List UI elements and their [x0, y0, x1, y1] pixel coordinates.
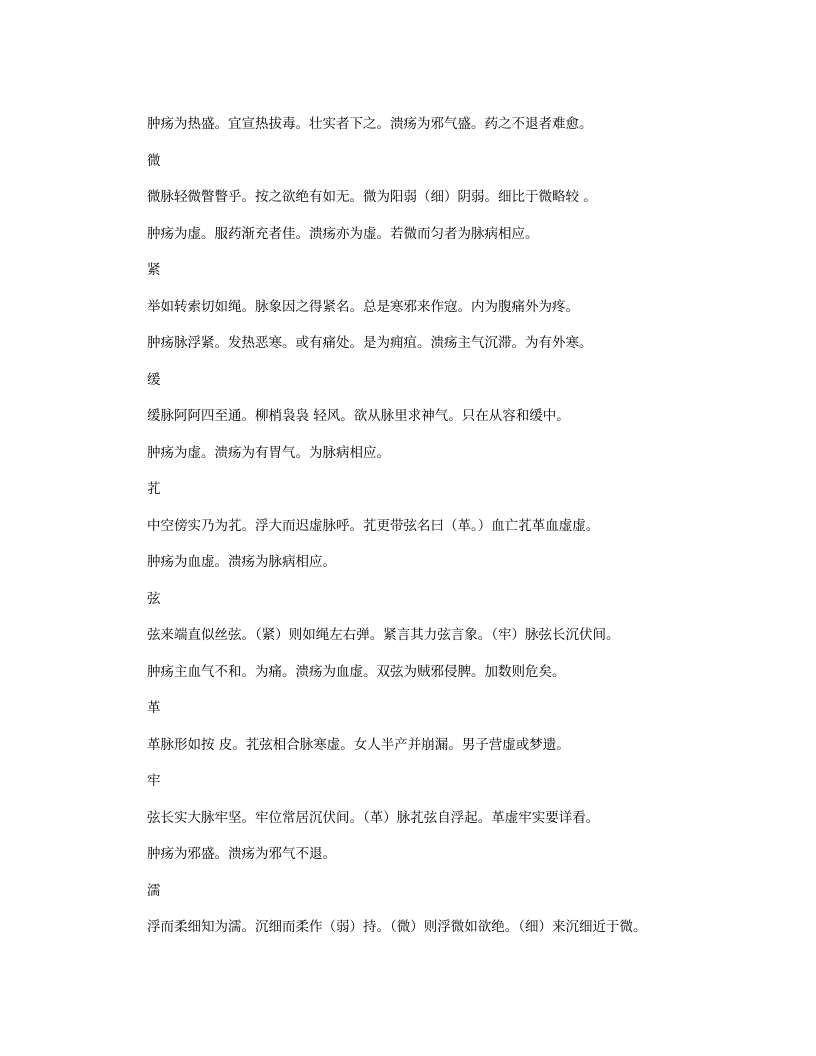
body-paragraph: 弦来端直似丝弦。（紧）则如绳左右弹。紧言其力弦言象。（牢）脉弦长沉伏间。 [147, 627, 620, 643]
body-paragraph: 肿疡为虚。溃疡为有胃气。为脉病相应。 [147, 444, 390, 461]
section-heading-wei: 微 [147, 152, 161, 169]
body-paragraph: 肿疡为热盛。宜宣热拔毒。壮实者下之。溃疡为邪气盛。药之不退者难愈。 [147, 116, 593, 132]
body-paragraph: 肿疡主血气不和。为痛。溃疡为血虚。双弦为贼邪侵脾。加数则危矣。 [147, 663, 566, 680]
document-page [147, 114, 787, 954]
body-paragraph: 肿疡为邪盛。溃疡为邪气不退。 [147, 846, 336, 862]
section-heading-xian: 弦 [147, 590, 161, 607]
body-paragraph: 肿疡为血虚。溃疡为脉病相应。 [147, 554, 336, 570]
body-paragraph: 缓脉阿阿四至通。柳梢袅袅 轻风。欲从脉里求神气。只在从容和缓中。 [147, 408, 570, 424]
body-paragraph: 肿疡脉浮紧。发热恶寒。或有痛处。是为痈疽。溃疡主气沉滞。为有外寒。 [147, 335, 593, 351]
section-heading-kou: 芤 [147, 481, 161, 497]
body-paragraph: 微脉轻微瞥瞥乎。按之欲绝有如无。微为阳弱（细）阴弱。细比于微略较 。 [147, 189, 597, 205]
section-heading-lao: 牢 [147, 773, 161, 789]
body-paragraph: 肿疡为虚。服药渐充者佳。溃疡亦为虚。若微而匀者为脉病相应。 [147, 225, 539, 242]
body-paragraph: 革脉形如按 皮。芤弦相合脉寒虚。女人半产并崩漏。男子营虚或梦遗。 [147, 736, 570, 753]
section-heading-jin: 紧 [147, 262, 161, 278]
body-paragraph: 中空傍实乃为芤。浮大而迟虚脉呼。芤更带弦名曰（革。）血亡芤革血虚虚。 [147, 517, 600, 534]
body-paragraph: 弦长实大脉牢坚。牢位常居沉伏间。（革）脉芤弦自浮起。革虚牢实要详看。 [147, 809, 600, 826]
section-heading-ru: 濡 [147, 882, 161, 899]
body-paragraph: 举如转索切如绳。脉象因之得紧名。总是寒邪来作寇。内为腹痛外为疼。 [147, 298, 579, 315]
section-heading-ge: 革 [147, 700, 161, 716]
section-heading-huan: 缓 [147, 371, 161, 388]
body-paragraph: 浮而柔细知为濡。沉细而柔作（弱）持。（微）则浮微如欲绝。（细）来沉细近于微。 [147, 919, 647, 935]
